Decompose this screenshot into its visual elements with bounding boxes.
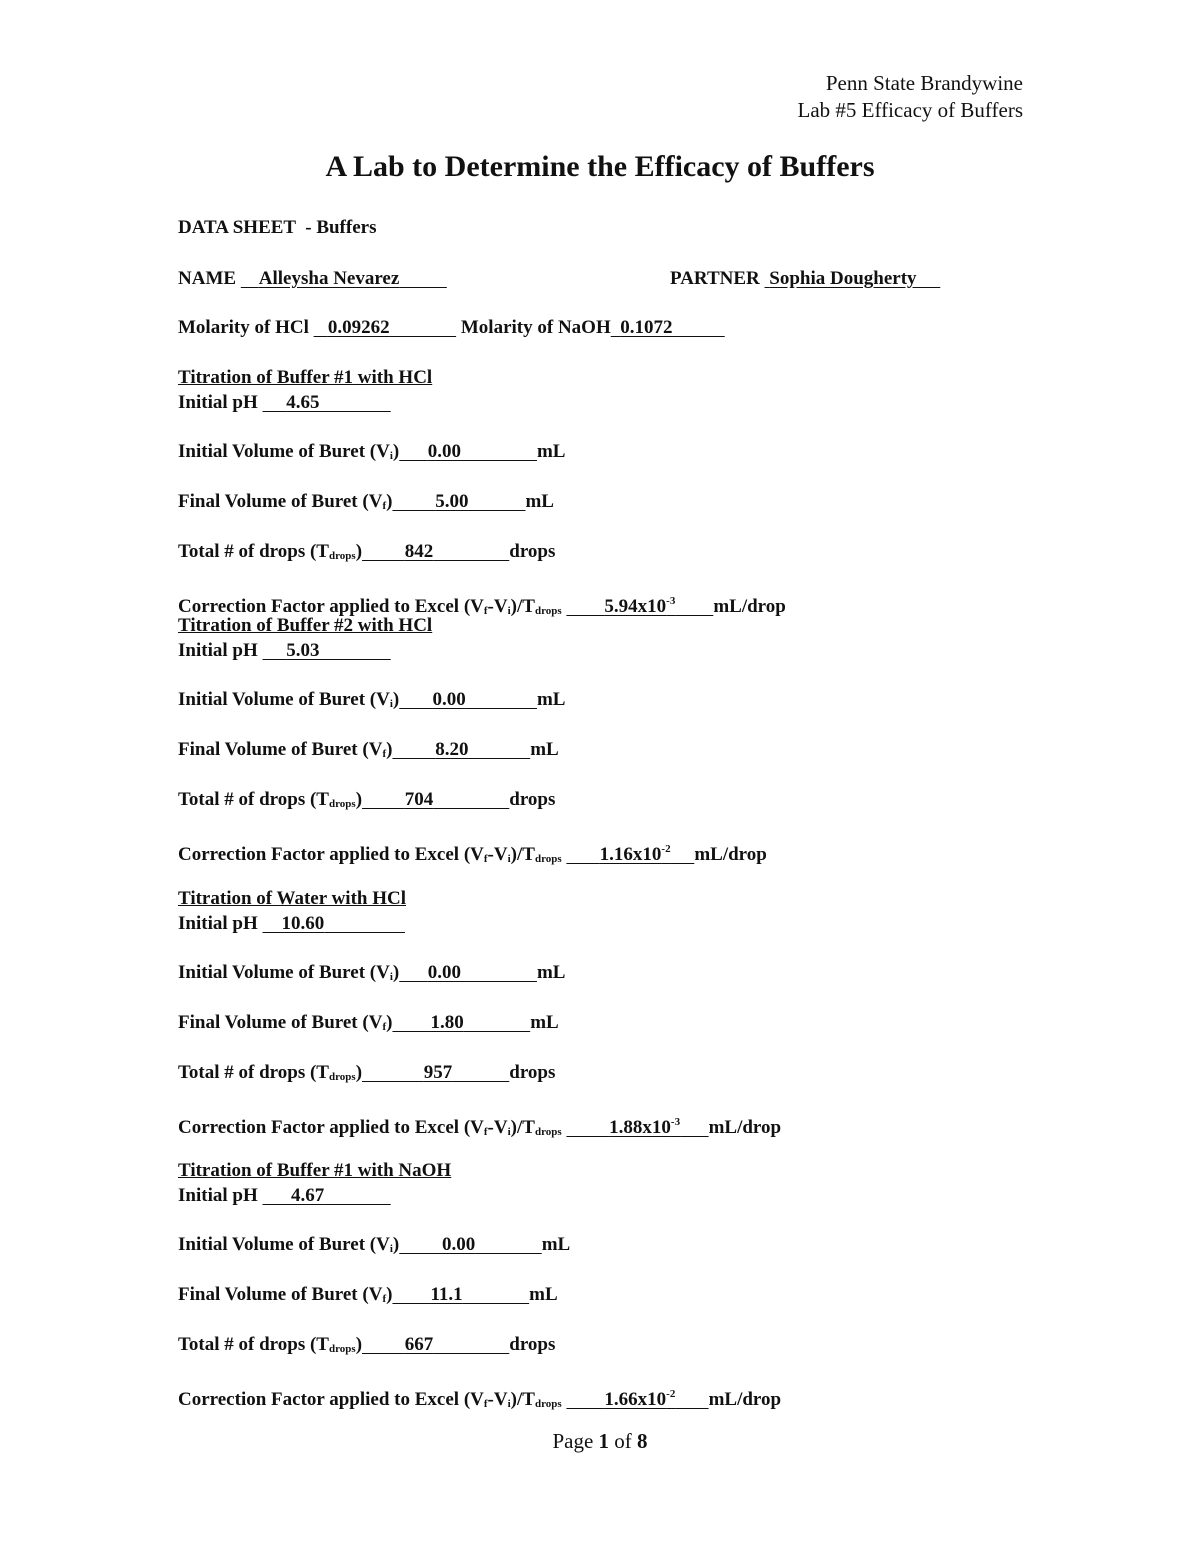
initial-ph-line: Initial pH 4.67 [178,1184,391,1208]
section-heading: Titration of Water with HCl [178,888,406,909]
initial-ph-value: 4.65 [286,392,320,413]
section-heading: Titration of Buffer #2 with HCl [178,615,433,636]
initial-volume-value: 0.00 [427,441,461,462]
final-volume-value: 5.00 [435,491,469,512]
initial-ph-value: 5.03 [286,640,320,661]
name-label: NAME [178,268,237,289]
partner-line [670,267,940,291]
total-drops-line: Total # of drops $(T_{drops})$ 704 drops [178,789,556,810]
final-volume-value: 11.1 [430,1284,463,1305]
correction-factor-value: $5.94x10^{-3}$ [604,595,676,617]
naoh-molarity-label: Molarity of NaOH [460,317,611,338]
name-line [178,267,447,291]
initial-volume-line: Initial Volume of Buret $(V_i)$ 0.00 mL [178,689,566,710]
initial-volume-value: 0.00 [427,962,461,983]
initial-volume-value: 0.00 [432,689,466,710]
total-drops-value: 842 [404,541,434,562]
partner-value: Sophia Dougherty [769,268,917,289]
final-volume-line: Final Volume of Buret $(V_f)$ 5.00 mL [178,491,554,512]
correction-factor-value: $1.66x10^{-2}$ [604,1388,676,1410]
correction-factor-line: Correction Factor applied to Excel $(V_f-V_i)/T_{drops}$ $1.66x10^{-2}$ mL/drop [178,1388,782,1410]
correction-factor-value: $1.16x10^{-2}$ [599,843,671,865]
correction-factor-value: $1.88x10^{-3}$ [609,1116,681,1138]
final-volume-value: 1.80 [430,1012,464,1033]
page-footer: Page 1 of 8 [552,1429,648,1453]
initial-volume-line: Initial Volume of Buret $(V_i)$ 0.00 mL [178,441,566,462]
hcl-molarity-label: Molarity of HCl [178,317,309,338]
header-institution: Penn State Brandywine [825,71,1023,95]
initial-ph-line: Initial pH 5.03 [178,639,391,663]
document-title: A Lab to Determine the Efficacy of Buffers [325,150,875,183]
initial-volume-value: 0.00 [441,1234,476,1255]
hcl-molarity-value: 0.09262 [327,317,390,338]
initial-ph-line: Initial pH 4.65 [178,391,391,415]
header-lab-title: Lab #5 Efficacy of Buffers [797,98,1023,122]
partner-label: PARTNER [670,268,760,289]
initial-ph-value: 10.60 [281,913,325,934]
final-volume-line: Final Volume of Buret $(V_f)$ 8.20 mL [178,739,559,760]
name-value: Alleysha Nevarez [258,268,400,289]
total-drops-line: Total # of drops $(T_{drops})$ 842 drops [178,541,556,562]
section-heading: Titration of Buffer #1 with HCl [178,367,433,388]
section-heading: Titration of Buffer #1 with NaOH [178,1160,452,1181]
initial-ph-value: 4.67 [290,1185,325,1206]
initial-ph-line: Initial pH 10.60 [178,912,405,936]
initial-volume-line: Initial Volume of Buret $(V_i)$ 0.00 mL [178,1234,571,1255]
final-volume-value: 8.20 [435,739,469,760]
naoh-molarity-value: 0.1072 [620,317,673,338]
data-sheet-label: DATA SHEET - Buffers [178,217,377,238]
final-volume-line: Final Volume of Buret $(V_f)$ 11.1 mL [178,1284,558,1305]
initial-volume-line: Initial Volume of Buret $(V_i)$ 0.00 mL [178,962,566,983]
molarity-line [178,316,725,340]
correction-factor-line: Correction Factor applied to Excel $(V_f-V_i)/T_{drops}$ $5.94x10^{-3}$ mL/drop [178,595,786,617]
total-drops-value: 704 [404,789,434,810]
correction-factor-line: Correction Factor applied to Excel $(V_f-V_i)/T_{drops}$ $1.16x10^{-2}$ mL/drop [178,843,767,865]
final-volume-line: Final Volume of Buret $(V_f)$ 1.80 mL [178,1012,559,1033]
total-drops-line: Total # of drops $(T_{drops})$ 667 drops [178,1334,556,1355]
total-drops-line: Total # of drops $(T_{drops})$ 957 drops [178,1062,556,1083]
total-drops-value: 957 [423,1062,453,1083]
total-drops-value: 667 [404,1334,434,1355]
correction-factor-line: Correction Factor applied to Excel $(V_f-V_i)/T_{drops}$ $1.88x10^{-3}$ mL/drop [178,1116,782,1138]
